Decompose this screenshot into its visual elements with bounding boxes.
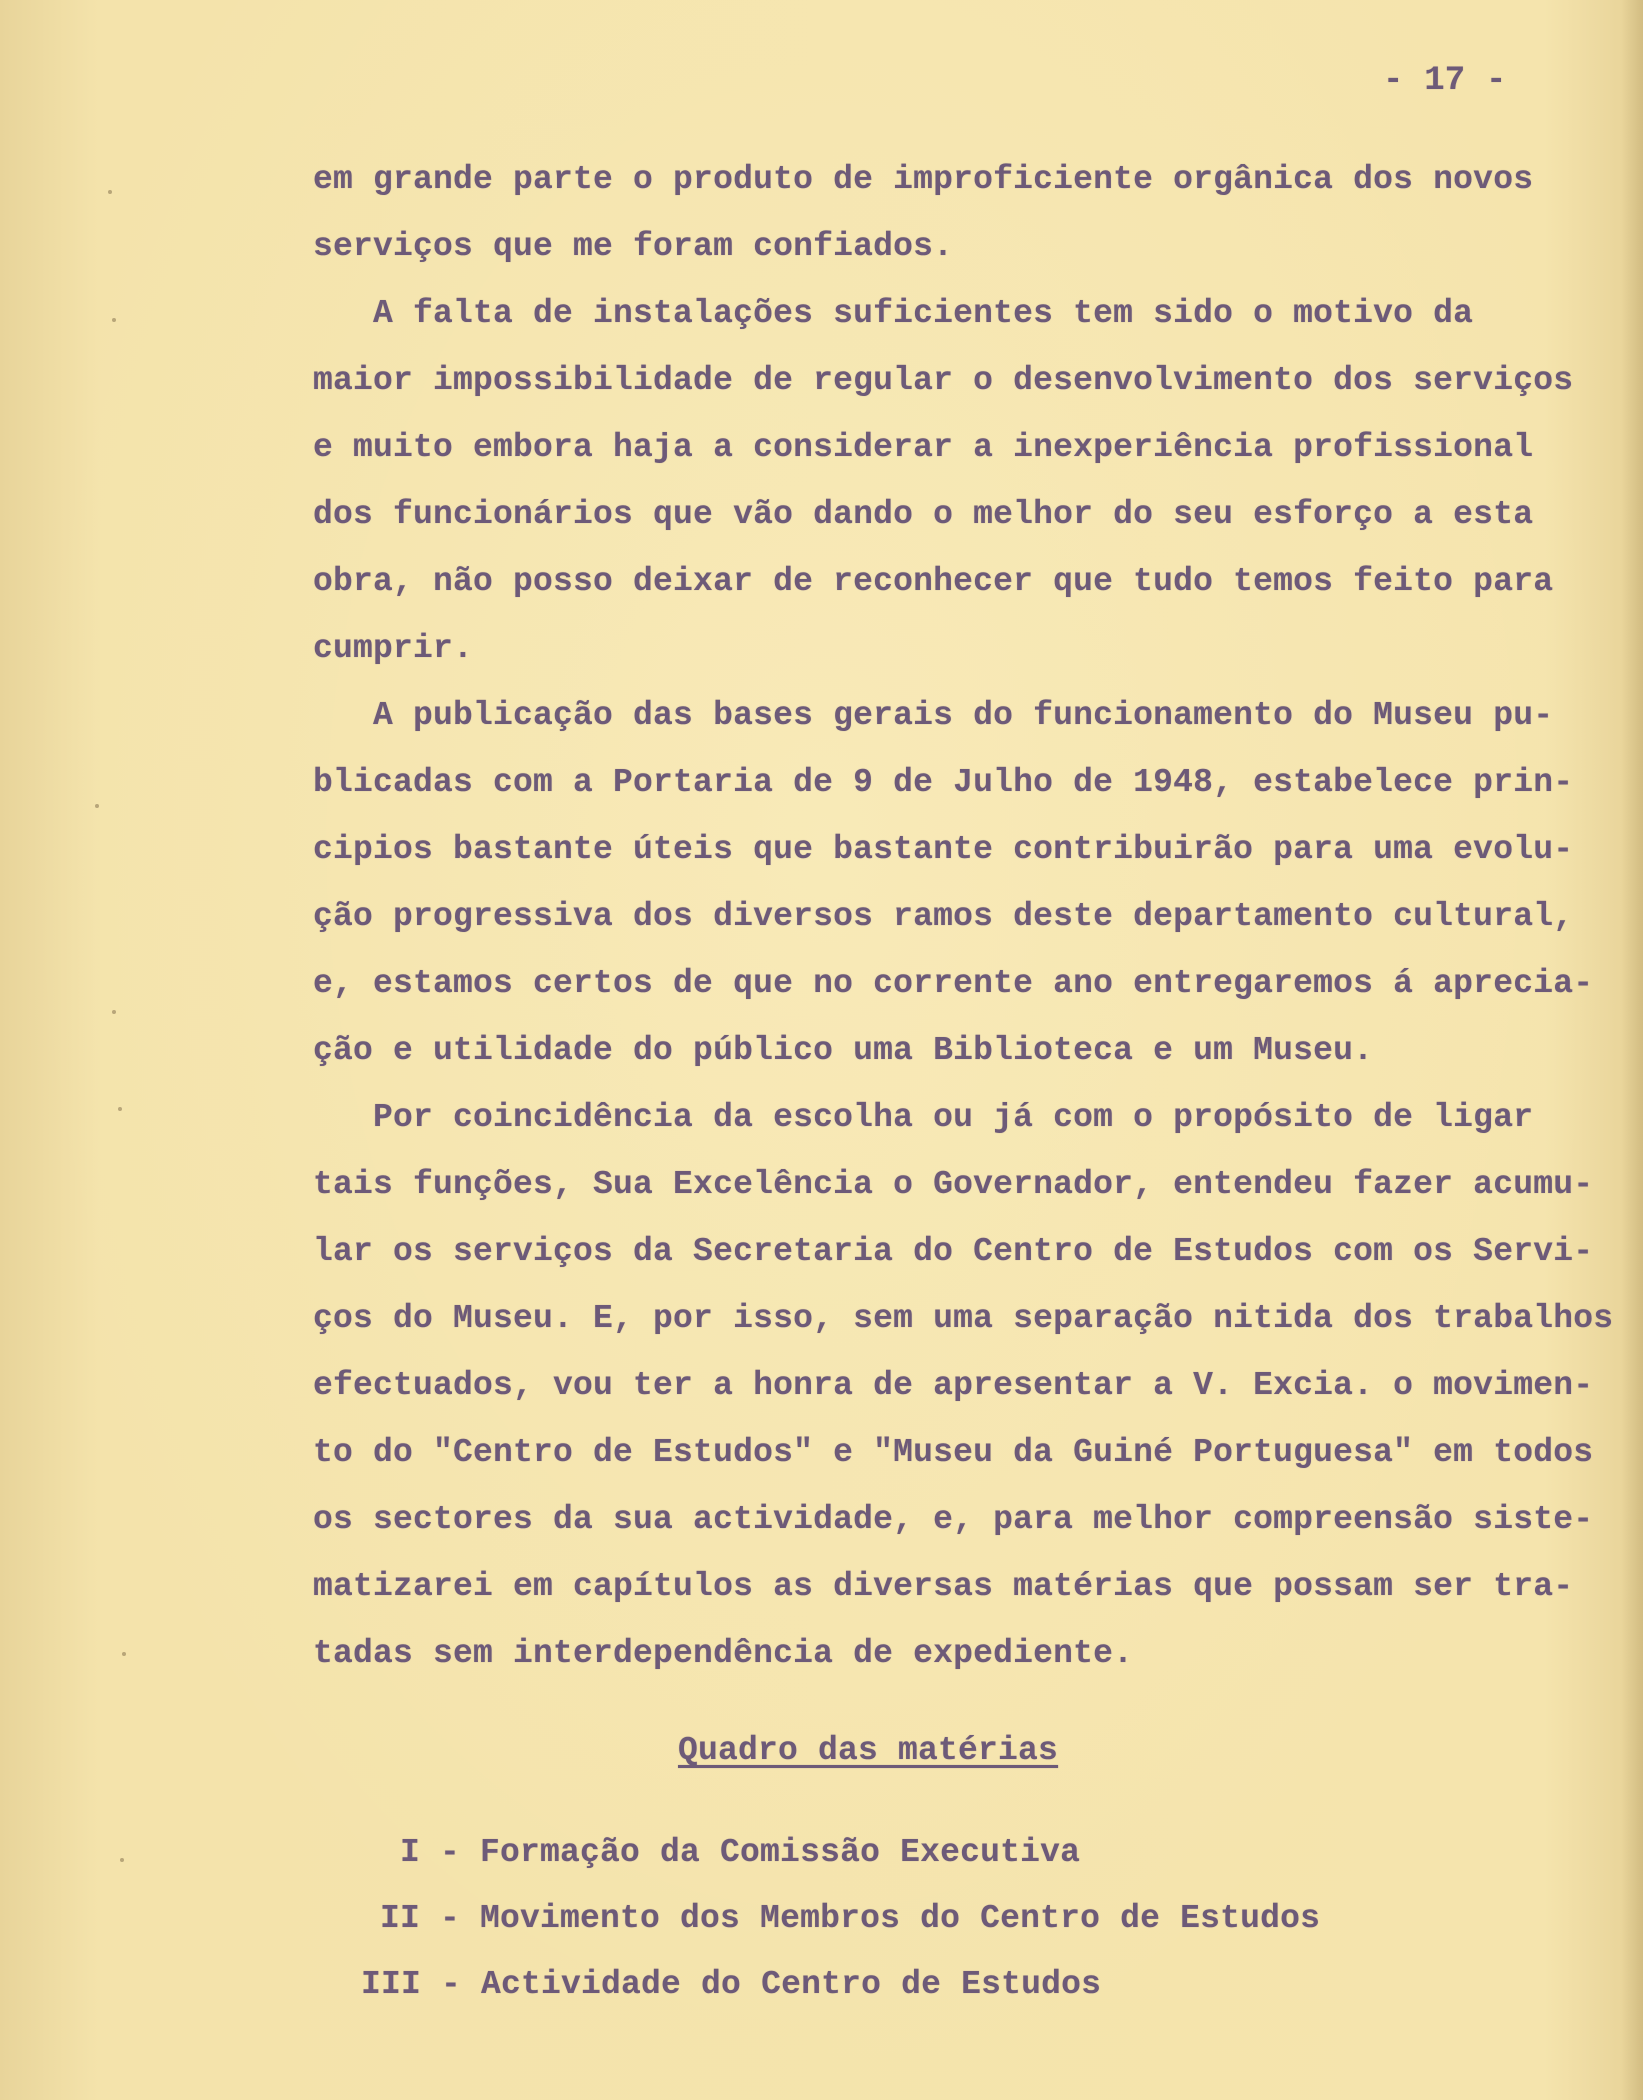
paragraph-3-line-4: ção progressiva dos diversos ramos deste departamento cultural, [313, 898, 1574, 935]
paragraph-3-line-2: blicadas com a Portaria de 9 de Julho de 1948, estabelece prin- [313, 764, 1574, 801]
paragraph-4-line-8: matizarei em capítulos as diversas matérias que possam ser tra- [313, 1568, 1574, 1605]
paragraph-4-line-7: os sectores da sua actividade, e, para melhor compreensão siste- [313, 1501, 1594, 1538]
paragraph-3-line-6: ção e utilidade do público uma Biblioteca e um Museu. [313, 1032, 1374, 1069]
paragraph-2-line-3: e muito embora haja a considerar a inexperiência profissional [313, 429, 1534, 466]
paragraph-4-line-6: to do "Centro de Estudos" e "Museu da Guiné Portuguesa" em todos [313, 1434, 1594, 1471]
paper-speck [112, 1010, 116, 1014]
paragraph-2-line-5: obra, não posso deixar de reconhecer que tudo temos feito para [313, 563, 1554, 600]
paragraph-2-line-2: maior impossibilidade de regular o desenvolvimento dos serviços [313, 362, 1574, 399]
paper-speck [122, 1652, 126, 1656]
paragraph-4-line-1: Por coincidência da escolha ou já com o propósito de ligar [313, 1099, 1534, 1136]
page-number: - 17 - [1383, 62, 1507, 100]
paragraph-1-line-2: serviços que me foram confiados. [313, 228, 954, 265]
paper-speck [108, 190, 112, 194]
contents-item-1: I - Formação da Comissão Executiva [400, 1834, 1081, 1871]
paragraph-2-line-4: dos funcionários que vão dando o melhor do seu esforço a esta [313, 496, 1534, 533]
paper-speck [120, 1858, 124, 1862]
paragraph-3-line-3: cipios bastante úteis que bastante contribuirão para uma evolu- [313, 831, 1574, 868]
paper-speck [118, 1107, 122, 1111]
paragraph-4-line-9: tadas sem interdependência de expediente. [313, 1635, 1134, 1672]
paragraph-2-line-1: A falta de instalações suficientes tem sido o motivo da [313, 295, 1474, 332]
paragraph-2-line-6: cumprir. [313, 630, 474, 667]
contents-item-2: II - Movimento dos Membros do Centro de Estudos [380, 1900, 1321, 1937]
paragraph-3-line-1: A publicação das bases gerais do funcionamento do Museu pu- [313, 697, 1554, 734]
paragraph-3-line-5: e, estamos certos de que no corrente ano entregaremos á aprecia- [313, 965, 1594, 1002]
paragraph-4-line-3: lar os serviços da Secretaria do Centro de Estudos com os Servi- [313, 1233, 1594, 1270]
paragraph-4-line-4: ços do Museu. E, por isso, sem uma separação nitida dos trabalhos [313, 1300, 1614, 1337]
paragraph-4-line-2: tais funções, Sua Excelência o Governador, entendeu fazer acumu- [313, 1166, 1594, 1203]
paper-speck [95, 804, 99, 808]
page-edge-shadow [1621, 0, 1643, 2100]
paper-speck [112, 318, 116, 322]
paragraph-4-line-5: efectuados, vou ter a honra de apresentar a V. Excia. o movimen- [313, 1367, 1594, 1404]
contents-heading: Quadro das matérias [678, 1732, 1059, 1769]
paragraph-1-line-1: em grande parte o produto de improficiente orgânica dos novos [313, 161, 1534, 198]
contents-item-3: III - Actividade do Centro de Estudos [361, 1966, 1102, 2003]
